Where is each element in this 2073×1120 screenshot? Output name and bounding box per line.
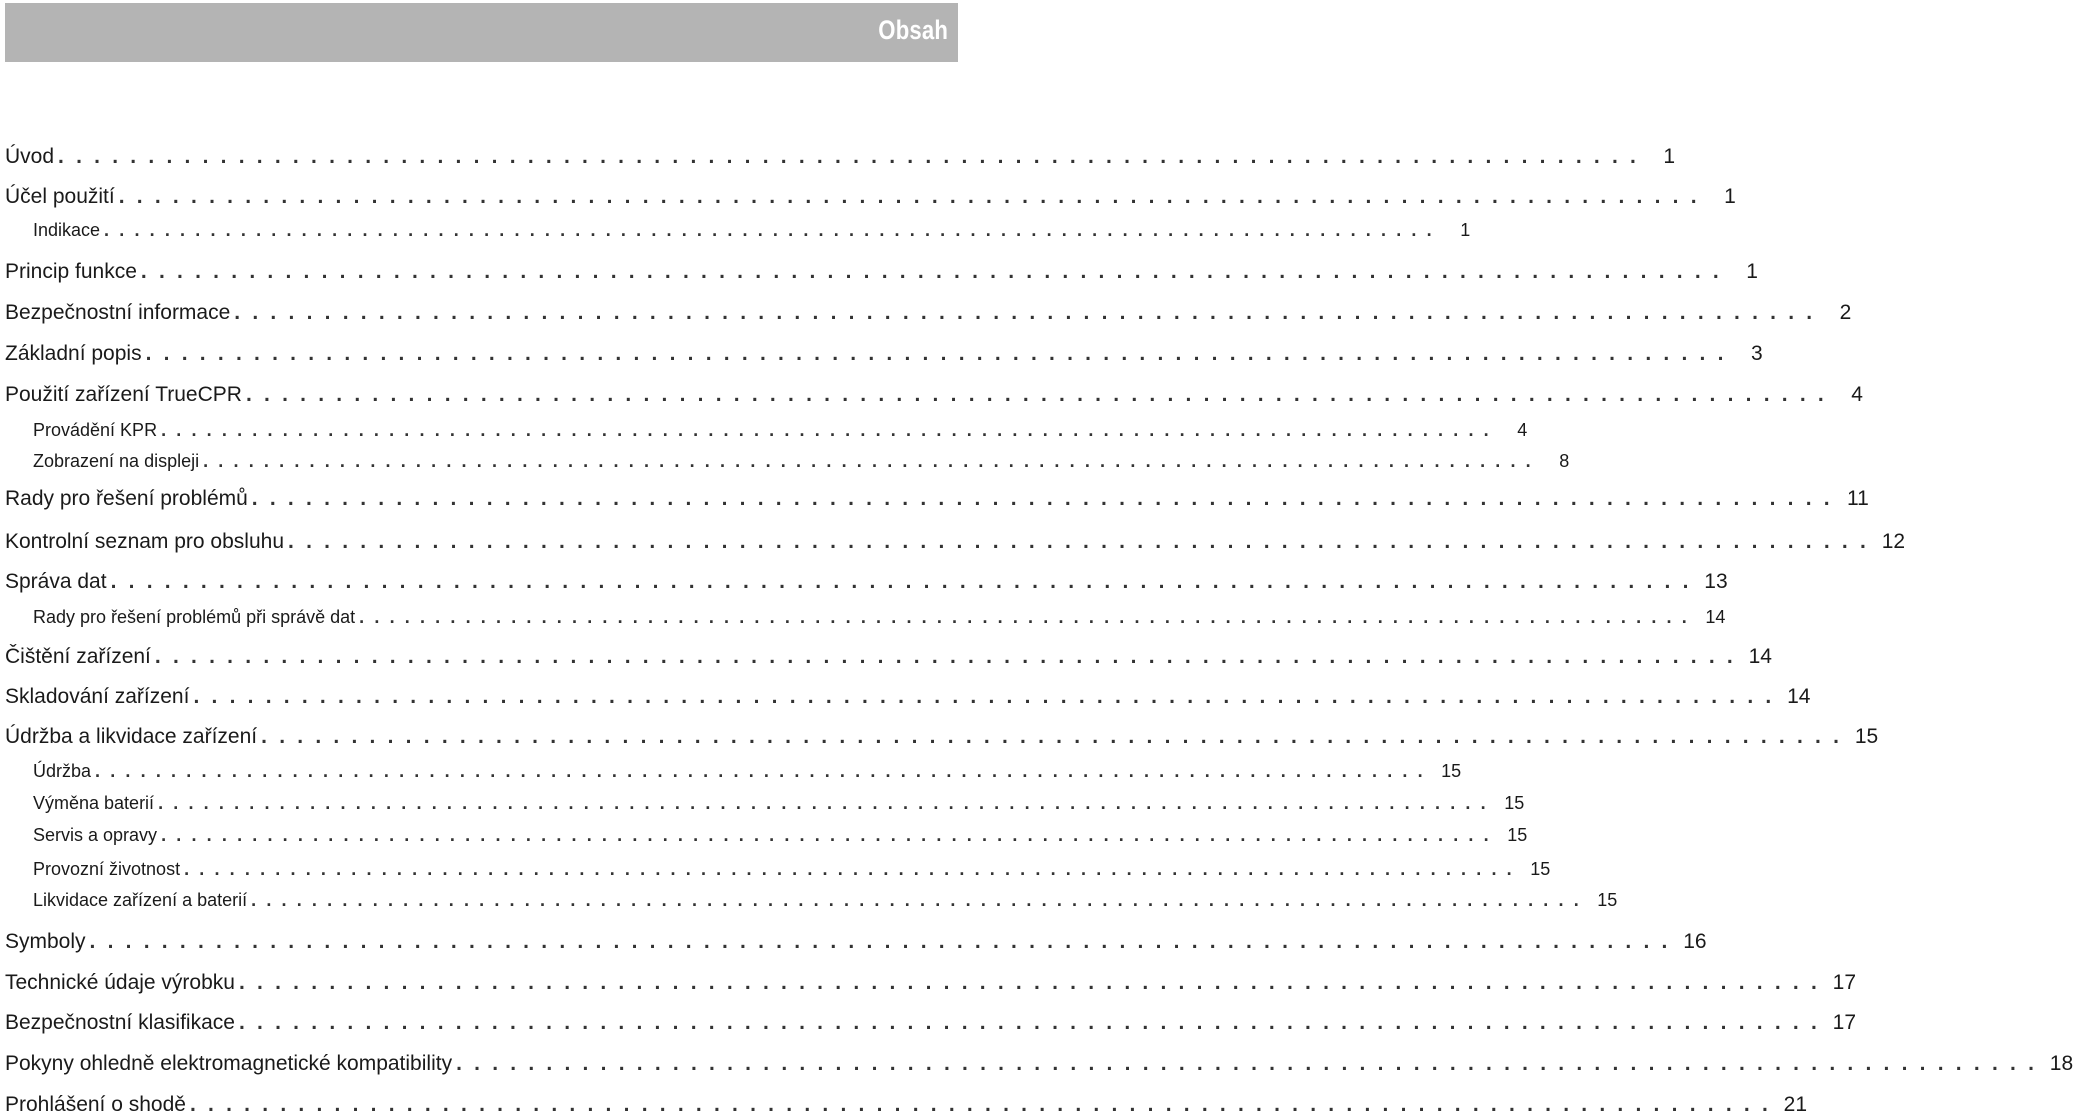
toc-entry[interactable] (5, 527, 1906, 557)
toc-page-number: 18 (2049, 1052, 2073, 1075)
toc-entry-label: Symboly (5, 930, 86, 953)
dot-leader: . . . . . . . . . . . . . . . . . . . . . . . . . . . . . . . . . . . . . . . . . . . . . . . . . . . . . . . . . . . . . . . . . . . . . . . . . . . . . . . . . . . . . . . . (234, 301, 1816, 324)
toc-entry-label: Pokyny ohledně elektromagnetické kompatibility (5, 1052, 453, 1075)
toc-entry-label: Bezpečnostní informace (5, 301, 231, 324)
dot-leader: . . . . . . . . . . . . . . . . . . . . . . . . . . . . . . . . . . . . . . . . . . . . . . . . . . . . . . . . . . . . . . . . . . . . . . . . . . . . . . . . . . . . . . . . (58, 145, 1640, 168)
toc-entry-label: Bezpečnostní klasifikace (5, 1011, 235, 1034)
dot-leader: . . . . . . . . . . . . . . . . . . . . . . . . . . . . . . . . . . . . . . . . . . . . . . . . . . . . . . . . . . . . . . . . . . . . . . . . . . . . . . . . . . . . . . . . (359, 607, 1690, 627)
toc-page-number: 4 (1851, 383, 1863, 406)
dot-leader: . . . . . . . . . . . . . . . . . . . . . . . . . . . . . . . . . . . . . . . . . . . . . . . . . . . . . . . . . . . . . . . . . . . . . . . . . . . . . . . . . . . . . . . . (238, 1011, 1821, 1034)
dot-leader: . . . . . . . . . . . . . . . . . . . . . . . . . . . . . . . . . . . . . . . . . . . . . . . . . . . . . . . . . . . . . . . . . . . . . . . . . . . . . . . . . . . . . . . . (251, 890, 1582, 910)
toc-entry-label: Rady pro řešení problémů (5, 487, 248, 510)
toc-entry[interactable] (5, 257, 1758, 287)
toc-entry-label: Servis a opravy (33, 825, 158, 845)
toc-page-number: 8 (1559, 451, 1570, 471)
dot-leader: . . . . . . . . . . . . . . . . . . . . . . . . . . . . . . . . . . . . . . . . . . . . . . . . . . . . . . . . . . . . . . . . . . . . . . . . . . . . . . . . . . . . . . . . (95, 761, 1426, 781)
toc-entry-label: Provozní životnost (33, 859, 181, 879)
toc-entry[interactable] (5, 182, 1736, 212)
dot-leader: . . . . . . . . . . . . . . . . . . . . . . . . . . . . . . . . . . . . . . . . . . . . . . . . . . . . . . . . . . . . . . . . . . . . . . . . . . . . . . . . . . . . . . . . (251, 487, 1833, 510)
dot-leader: . . . . . . . . . . . . . . . . . . . . . . . . . . . . . . . . . . . . . . . . . . . . . . . . . . . . . . . . . . . . . . . . . . . . . . . . . . . . . . . . . . . . . . . . (193, 685, 1775, 708)
toc-page-number: 1 (1746, 260, 1758, 283)
toc-entry-label: Provádění KPR (33, 420, 158, 440)
dot-leader: . . . . . . . . . . . . . . . . . . . . . . . . . . . . . . . . . . . . . . . . . . . . . . . . . . . . . . . . . . . . . . . . . . . . . . . . . . . . . . . . . . . . . . . . (154, 645, 1736, 668)
toc-entry[interactable] (5, 142, 1676, 172)
dot-leader: . . . . . . . . . . . . . . . . . . . . . . . . . . . . . . . . . . . . . . . . . . . . . . . . . . . . . . . . . . . . . . . . . . . . . . . . . . . . . . . . . . . . . . . . (203, 451, 1534, 471)
toc-page-number: 11 (1847, 487, 1869, 510)
toc-entry[interactable] (5, 567, 1728, 597)
dot-leader: . . . . . . . . . . . . . . . . . . . . . . . . . . . . . . . . . . . . . . . . . . . . . . . . . . . . . . . . . . . . . . . . . . . . . . . . . . . . . . . . . . . . . . . . (118, 185, 1700, 208)
toc-page-number: 12 (1881, 530, 1906, 553)
toc-entry-label: Čištění zařízení (5, 645, 151, 668)
toc-entry[interactable] (5, 642, 1772, 672)
dot-leader: . . . . . . . . . . . . . . . . . . . . . . . . . . . . . . . . . . . . . . . . . . . . . . . . . . . . . . . . . . . . . . . . . . . . . . . . . . . . . . . . . . . . . . . . (140, 260, 1722, 283)
toc-entry-label: Správa dat (5, 570, 107, 593)
toc-page-number: 15 (1530, 859, 1551, 879)
dot-leader: . . . . . . . . . . . . . . . . . . . . . . . . . . . . . . . . . . . . . . . . . . . . . . . . . . . . . . . . . . . . . . . . . . . . . . . . . . . . . . . . . . . . . . . . (261, 725, 1843, 748)
dot-leader: . . . . . . . . . . . . . . . . . . . . . . . . . . . . . . . . . . . . . . . . . . . . . . . . . . . . . . . . . . . . . . . . . . . . . . . . . . . . . . . . . . . . . . . . (288, 530, 1870, 553)
toc-page-number: 1 (1663, 145, 1676, 168)
toc-page-number: 21 (1783, 1093, 1808, 1116)
toc-entry-label: Úvod (5, 145, 55, 168)
toc-entry-label: Účel použití (5, 185, 115, 208)
dot-leader: . . . . . . . . . . . . . . . . . . . . . . . . . . . . . . . . . . . . . . . . . . . . . . . . . . . . . . . . . . . . . . . . . . . . . . . . . . . . . . . . . . . . . . . . (245, 383, 1827, 406)
toc-subentry[interactable] (5, 448, 1570, 474)
toc-page-number: 14 (1705, 607, 1726, 627)
toc-entry-label: Výměna baterií (33, 793, 155, 813)
toc-entry[interactable] (5, 1090, 1808, 1120)
toc-entry-label: Zobrazení na displeji (33, 451, 200, 471)
toc-page-number: 14 (1787, 685, 1811, 708)
toc-entry-label: Základní popis (5, 342, 142, 365)
toc-entry-label: Rady pro řešení problémů při správě dat (33, 607, 356, 627)
toc-subentry[interactable] (5, 822, 1528, 848)
toc-entry[interactable] (5, 1049, 2073, 1079)
toc-entry[interactable] (5, 339, 1763, 369)
toc-page-number: 15 (1507, 825, 1528, 845)
toc-entry[interactable] (5, 484, 1869, 514)
toc-entry-label: Prohlášení o shodě (5, 1093, 186, 1116)
toc-page-number: 4 (1517, 420, 1528, 440)
dot-leader: . . . . . . . . . . . . . . . . . . . . . . . . . . . . . . . . . . . . . . . . . . . . . . . . . . . . . . . . . . . . . . . . . . . . . . . . . . . . . . . . . . . . . . . . (104, 220, 1435, 240)
dot-leader: . . . . . . . . . . . . . . . . . . . . . . . . . . . . . . . . . . . . . . . . . . . . . . . . . . . . . . . . . . . . . . . . . . . . . . . . . . . . . . . . . . . . . . . . (158, 793, 1489, 813)
toc-entry-label: Použití zařízení TrueCPR (5, 383, 242, 406)
page-title: Obsah (878, 15, 948, 45)
toc-page-number: 3 (1750, 342, 1763, 365)
dot-leader: . . . . . . . . . . . . . . . . . . . . . . . . . . . . . . . . . . . . . . . . . . . . . . . . . . . . . . . . . . . . . . . . . . . . . . . . . . . . . . . . . . . . . . . . (145, 342, 1727, 365)
dot-leader: . . . . . . . . . . . . . . . . . . . . . . . . . . . . . . . . . . . . . . . . . . . . . . . . . . . . . . . . . . . . . . . . . . . . . . . . . . . . . . . . . . . . . . . . (238, 971, 1821, 994)
dot-leader: . . . . . . . . . . . . . . . . . . . . . . . . . . . . . . . . . . . . . . . . . . . . . . . . . . . . . . . . . . . . . . . . . . . . . . . . . . . . . . . . . . . . . . . . (89, 930, 1671, 953)
toc-page-number: 17 (1832, 971, 1857, 994)
toc-entry[interactable] (5, 1008, 1857, 1038)
toc-subentry[interactable] (5, 856, 1551, 882)
toc-page-number: 15 (1597, 890, 1618, 910)
toc-subentry[interactable] (5, 417, 1528, 443)
toc-entry-label: Údržba (33, 761, 92, 781)
toc-entry-label: Údržba a likvidace zařízení (5, 725, 258, 748)
toc-subentry[interactable] (5, 604, 1726, 630)
toc-page-number: 13 (1704, 570, 1728, 593)
dot-leader: . . . . . . . . . . . . . . . . . . . . . . . . . . . . . . . . . . . . . . . . . . . . . . . . . . . . . . . . . . . . . . . . . . . . . . . . . . . . . . . . . . . . . . . . (110, 570, 1692, 593)
toc-entry[interactable] (5, 682, 1811, 712)
toc-entry-label: Likvidace zařízení a baterií (33, 890, 248, 910)
dot-leader: . . . . . . . . . . . . . . . . . . . . . . . . . . . . . . . . . . . . . . . . . . . . . . . . . . . . . . . . . . . . . . . . . . . . . . . . . . . . . . . . . . . . . . . . (161, 420, 1492, 440)
toc-entry-label: Indikace (33, 220, 101, 240)
toc-entry-label: Technické údaje výrobku (5, 971, 235, 994)
dot-leader: . . . . . . . . . . . . . . . . . . . . . . . . . . . . . . . . . . . . . . . . . . . . . . . . . . . . . . . . . . . . . . . . . . . . . . . . . . . . . . . . . . . . . . . . (161, 825, 1492, 845)
dot-leader: . . . . . . . . . . . . . . . . . . . . . . . . . . . . . . . . . . . . . . . . . . . . . . . . . . . . . . . . . . . . . . . . . . . . . . . . . . . . . . . . . . . . . . . . (456, 1052, 2038, 1075)
toc-entry[interactable] (5, 380, 1863, 410)
dot-leader: . . . . . . . . . . . . . . . . . . . . . . . . . . . . . . . . . . . . . . . . . . . . . . . . . . . . . . . . . . . . . . . . . . . . . . . . . . . . . . . . . . . . . . . . (189, 1093, 1772, 1116)
toc-page-number: 15 (1441, 761, 1462, 781)
toc-page-number: 1 (1460, 220, 1471, 240)
toc-subentry[interactable] (5, 758, 1462, 784)
toc-entry[interactable] (5, 722, 1879, 752)
toc-page-number: 2 (1839, 301, 1852, 324)
toc-entry-label: Princip funkce (5, 260, 137, 283)
toc-page-number: 17 (1832, 1011, 1857, 1034)
toc-page-number: 15 (1854, 725, 1879, 748)
toc-entry-label: Kontrolní seznam pro obsluhu (5, 530, 284, 553)
toc-page-number: 16 (1683, 930, 1707, 953)
toc-entry[interactable] (5, 968, 1857, 998)
toc-subentry[interactable] (5, 887, 1618, 913)
toc-page-number: 14 (1748, 645, 1772, 668)
toc-page-number: 1 (1724, 185, 1736, 208)
dot-leader: . . . . . . . . . . . . . . . . . . . . . . . . . . . . . . . . . . . . . . . . . . . . . . . . . . . . . . . . . . . . . . . . . . . . . . . . . . . . . . . . . . . . . . . . (184, 859, 1515, 879)
toc-page-number: 15 (1504, 793, 1525, 813)
toc-entry[interactable] (5, 298, 1852, 328)
toc-subentry[interactable] (5, 217, 1471, 243)
toc-entry[interactable] (5, 927, 1707, 957)
toc-subentry[interactable] (5, 790, 1525, 816)
toc-entry-label: Skladování zařízení (5, 685, 190, 708)
